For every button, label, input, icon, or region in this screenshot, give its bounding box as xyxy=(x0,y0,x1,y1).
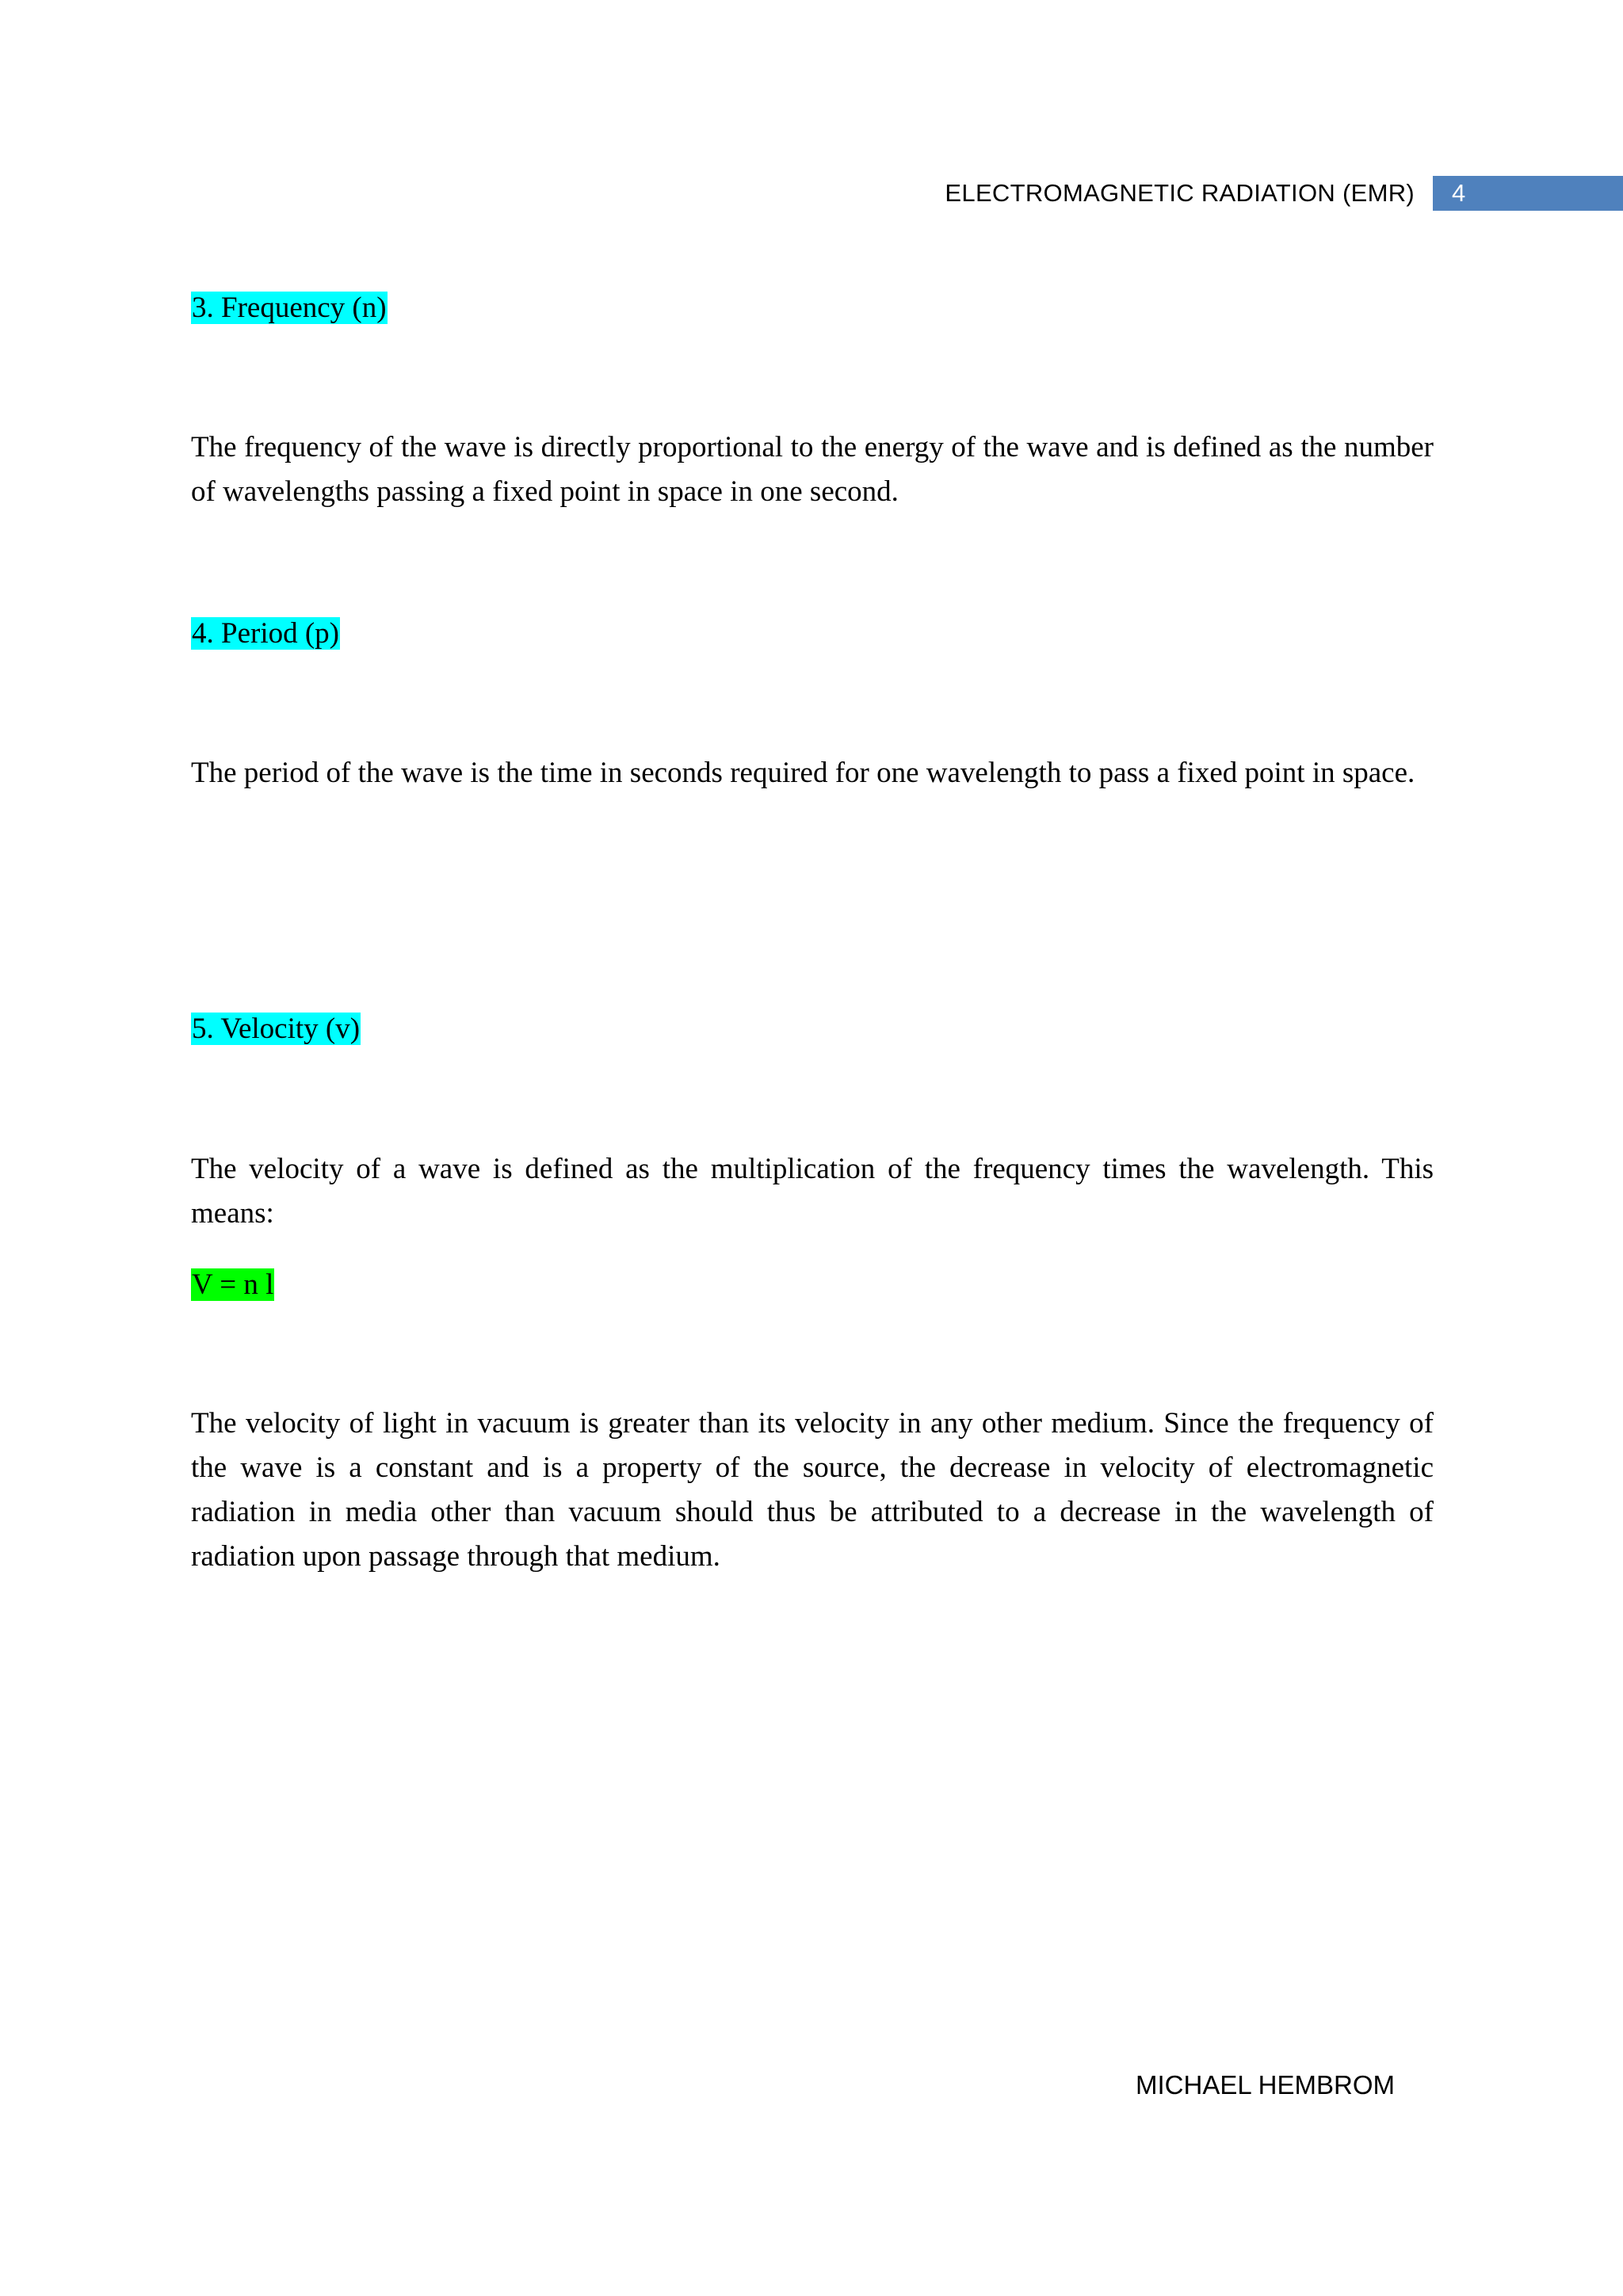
page-number: 4 xyxy=(1452,179,1466,207)
footer-author: MICHAEL HEMBROM xyxy=(1136,2070,1395,2100)
section-heading-frequency xyxy=(191,287,388,330)
section-heading-period xyxy=(191,612,340,655)
paragraph-velocity-medium: The velocity of light in vacuum is greater than its velocity in any other medium. Since the frequency of the wave is a constant and is a property of the source, the decrease in velocity of electromagnetic radiation in media other than vacuum should thus be attributed to a decrease in the wavelength of radiation upon passage through that medium. xyxy=(191,1407,1434,1573)
page-number-box xyxy=(1433,176,1623,211)
paragraph-frequency: The frequency of the wave is directly proportional to the energy of the wave and is defined as the number of wavelengths passing a fixed point in space in one second. xyxy=(191,431,1434,508)
section-heading-velocity xyxy=(191,1008,361,1051)
heading-text: 4. Period (p) xyxy=(192,617,339,650)
heading-text: 3. Frequency (n) xyxy=(192,292,387,324)
running-header-title: ELECTROMAGNETIC RADIATION (EMR) xyxy=(945,179,1415,207)
paragraph-velocity-definition: The velocity of a wave is defined as the multiplication of the frequency times the wavelength. This means: xyxy=(191,1153,1434,1230)
velocity-formula xyxy=(191,1264,274,1306)
paragraph-period: The period of the wave is the time in seconds required for one wavelength to pass a fixed point in space. xyxy=(191,757,1415,789)
heading-text: 5. Velocity (v) xyxy=(192,1013,361,1045)
formula-text: V = n l xyxy=(192,1268,274,1301)
